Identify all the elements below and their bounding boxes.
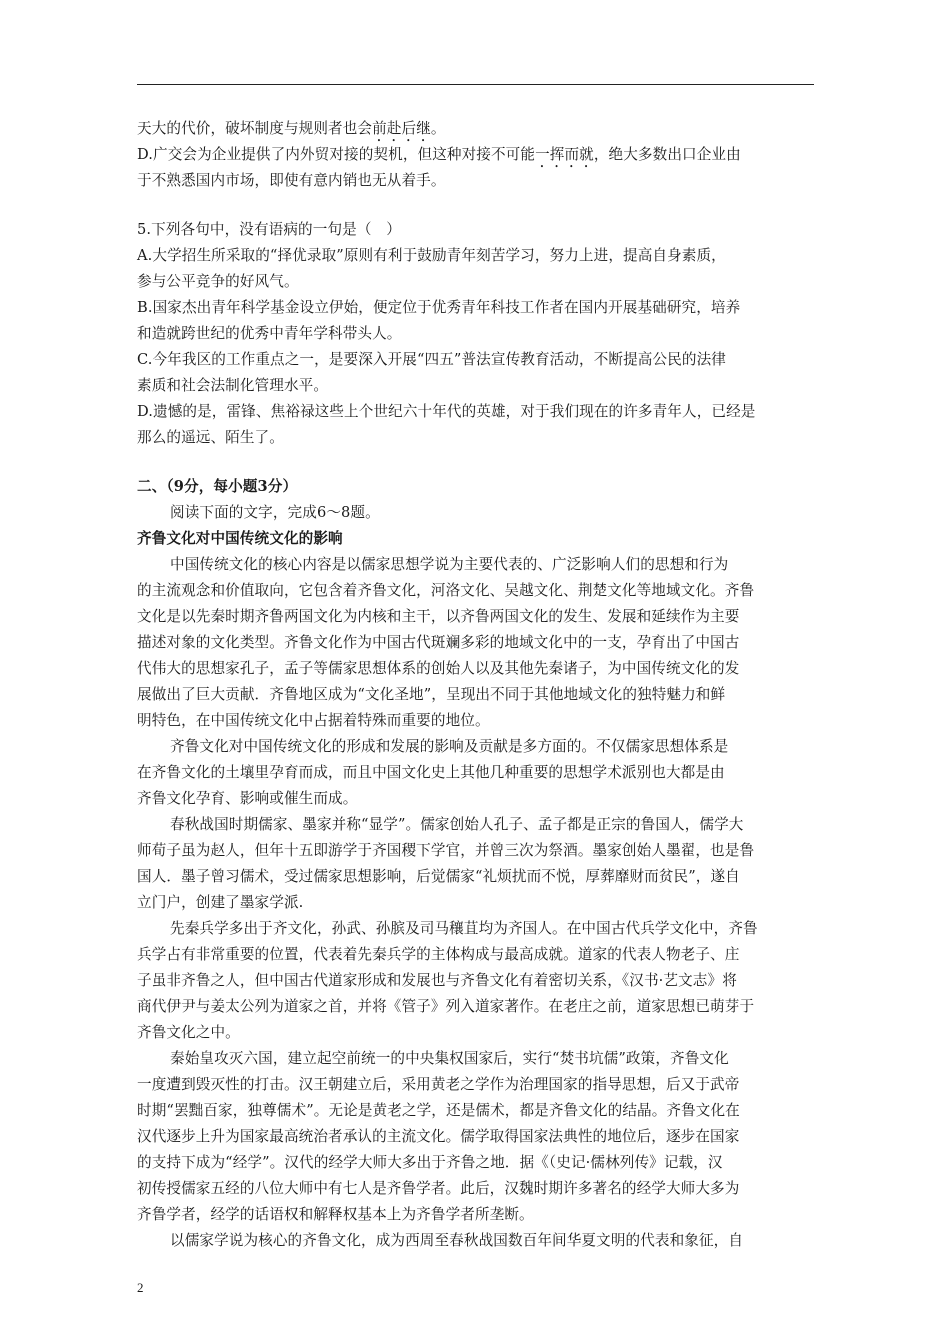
emphasized-phrase: 前赴后继: [372, 120, 431, 137]
question-5-stem: 5.下列各句中，没有语病的一句是（ ）: [137, 221, 401, 238]
paragraph-line: 明特色，在中国传统文化中占据着特殊而重要的地位。: [137, 712, 490, 729]
paragraph-line: 齐鲁文化对中国传统文化的形成和发展的影响及贡献是多方面的。不仅儒家思想体系是: [170, 738, 729, 755]
paragraph: [137, 812, 817, 916]
paragraph-line: 齐鲁文化之中。: [137, 1024, 240, 1041]
q5-line: 素质和社会法制化管理水平。: [137, 377, 329, 394]
q5-line: B.国家杰出青年科学基金设立伊始，便定位于优秀青年科技工作者在国内开展基础研究，培养: [137, 299, 741, 316]
paragraph-line: 立门户，创建了墨家学派.: [137, 894, 304, 911]
paragraph-line: 展做出了巨大贡献．齐鲁地区成为“文化圣地”，呈现出不同于其他地域文化的独特魅力和鲜: [137, 686, 726, 703]
paragraph-line: 初传授儒家五经的八位大师中有七人是齐鲁学者。此后，汉魏时期许多著名的经学大师大多为: [137, 1180, 740, 1197]
paragraph-line: 商代伊尹与姜太公列为道家之首，并将《管子》列入道家著作。在老庄之前，道家思想已萌芽于: [137, 998, 755, 1015]
paragraph-line: 的主流观念和价值取向，它包含着齐鲁文化，河洛文化、吴越文化、荆楚文化等地域文化。齐鲁: [137, 582, 755, 599]
paragraph-line: 秦始皇攻灭六国，建立起空前统一的中央集权国家后，实行“焚书坑儒”政策，齐鲁文化: [170, 1050, 729, 1067]
q4-option-c-tail: 天大的代价，破坏制度与规则者也会前赴后继。: [137, 120, 446, 137]
q4-option-d: D.广交会为企业提供了内外贸对接的契机，但这种对接不可能一挥而就，绝大多数出口企业由: [137, 146, 741, 163]
paragraph: [137, 1228, 817, 1254]
paragraph-line: 春秋战国时期儒家、墨家并称“显学”。儒家创始人孔子、孟子都是正宗的鲁国人，儒学大: [170, 816, 744, 833]
q5-line: 参与公平竞争的好风气。: [137, 273, 299, 290]
header-rule: [137, 84, 814, 85]
page-content: [137, 116, 817, 1254]
q5-line: A.大学招生所采取的“择优录取”原则有利于鼓励青年刻苦学习，努力上进，提高自身素质，: [137, 247, 726, 264]
paragraph-line: 描述对象的文化类型。齐鲁文化作为中国古代斑斓多彩的地域文化中的一支，孕育出了中国古: [137, 634, 740, 651]
paragraph-line: 先秦兵学多出于齐文化，孙武、孙膑及司马穰苴均为齐国人。在中国古代兵学文化中，齐鲁: [170, 920, 758, 937]
emphasized-phrase: 一挥而就: [535, 146, 594, 163]
paragraph-line: 师荀子虽为赵人，但年十五即游学于齐国稷下学官，并曾三次为祭酒。墨家创始人墨翟，也是鲁: [137, 842, 755, 859]
paragraph: [137, 916, 817, 1046]
paragraph: [137, 552, 817, 734]
paragraph: [137, 734, 817, 812]
paragraph-line: 齐鲁文化孕育、影响或催生而成。: [137, 790, 358, 807]
paragraph: [137, 1046, 817, 1228]
page-number: 2: [137, 1280, 144, 1295]
article-title: 齐鲁文化对中国传统文化的影响: [137, 530, 343, 547]
q5-line: 那么的遥远、陌生了。: [137, 429, 284, 446]
paragraph-line: 文化是以先秦时期齐鲁两国文化为内核和主干，以齐鲁两国文化的发生、发展和延续作为主要: [137, 608, 740, 625]
q5-line: C.今年我区的工作重点之一，是要深入开展“四五”普法宣传教育活动，不断提高公民的法律: [137, 351, 726, 368]
paragraph-line: 汉代逐步上升为国家最高统治者承认的主流文化。儒学取得国家法典性的地位后，逐步在国家: [137, 1128, 740, 1145]
paragraph-line: 国人．墨子曾习儒术，受过儒家思想影响，后觉儒家“礼烦扰而不悦，厚葬靡财而贫民”，遂自: [137, 868, 740, 885]
reading-instruction: 阅读下面的文字，完成6～8题。: [170, 504, 380, 521]
paragraph-line: 兵学占有非常重要的位置，代表着先秦兵学的主体构成与最高成就。道家的代表人物老子、庄: [137, 946, 740, 963]
q4-option-d-cont: 于不熟悉国内市场，即使有意内销也无从着手。: [137, 172, 446, 189]
paragraph-line: 齐鲁学者，经学的话语权和解释权基本上为齐鲁学者所垄断。: [137, 1206, 534, 1223]
paragraph-line: 代伟大的思想家孔子，孟子等儒家思想体系的创始人以及其他先秦诸子，为中国传统文化的发: [137, 660, 740, 677]
q5-line: 和造就跨世纪的优秀中青年学科带头人。: [137, 325, 402, 342]
section-heading: 二、（9分，每小题3分）: [137, 478, 298, 495]
paragraph-line: 中国传统文化的核心内容是以儒家思想学说为主要代表的、广泛影响人们的思想和行为: [170, 556, 729, 573]
paragraph-line: 子虽非齐鲁之人，但中国古代道家形成和发展也与齐鲁文化有着密切关系，《汉书·艺文志》将: [137, 972, 737, 989]
paragraph-line: 在齐鲁文化的土壤里孕育而成，而且中国文化史上其他几种重要的思想学术派别也大都是由: [137, 764, 725, 781]
q5-line: D.遗憾的是，雷锋、焦裕禄这些上个世纪六十年代的英雄，对于我们现在的许多青年人，已经是: [137, 403, 756, 420]
paragraph-line: 时期“罢黜百家，独尊儒术”。无论是黄老之学，还是儒术，都是齐鲁文化的结晶。齐鲁文化在: [137, 1102, 740, 1119]
paragraph-line: 一度遭到毁灭性的打击。汉王朝建立后，采用黄老之学作为治理国家的指导思想，后又于武帝: [137, 1076, 740, 1093]
paragraph-line: 的支持下成为“经学”。汉代的经学大师大多出于齐鲁之地．据《（史记·儒林列传》记载，汉: [137, 1154, 723, 1171]
paragraph-line: 以儒家学说为核心的齐鲁文化，成为西周至春秋战国数百年间华夏文明的代表和象征，自: [170, 1232, 744, 1249]
